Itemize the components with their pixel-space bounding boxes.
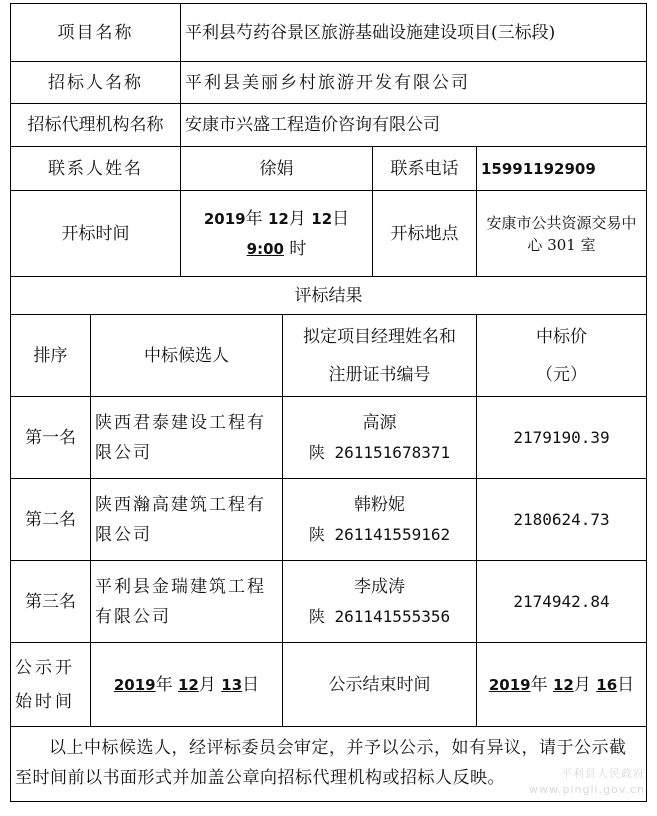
tenderer-name: 平利县美丽乡村旅游开发有限公司 xyxy=(181,62,647,104)
header-price xyxy=(477,315,647,397)
row-agency xyxy=(11,104,647,147)
candidate-name: 陕西瀚高建筑工程有限公司 xyxy=(91,479,283,561)
header-manager-line1: 拟定项目经理姓名和 xyxy=(303,326,456,347)
publicity-start-date: 2019年 12月 13日 xyxy=(91,643,283,727)
publicity-end-label: 公示结束时间 xyxy=(283,643,477,727)
candidate-rank: 第二名 xyxy=(11,479,91,561)
header-price-line2: （元） xyxy=(536,364,587,385)
row-contact xyxy=(11,147,647,191)
tenderer-label: 招标人名称 xyxy=(11,62,181,104)
candidate-price: 2179190.39 xyxy=(477,397,647,479)
bid-result-document xyxy=(10,3,646,793)
bid-result-table xyxy=(10,3,647,802)
header-rank: 排序 xyxy=(11,315,91,397)
manager-name: 李成涛 xyxy=(354,576,405,597)
site-watermark xyxy=(529,766,645,798)
agency-name: 安康市兴盛工程造价咨询有限公司 xyxy=(181,104,647,147)
notice-text: 以上中标候选人，经评标委员会审定，并予以公示，如有异议，请于公示截至时间前以书面形式并加盖公章向招标代理机构或招标人反映。 xyxy=(11,727,647,802)
header-price-line1: 中标价 xyxy=(536,326,587,347)
contact-phone: 15991192909 xyxy=(477,147,647,191)
agency-label: 招标代理机构名称 xyxy=(11,104,181,147)
opening-place-label: 开标地点 xyxy=(373,191,477,277)
manager-name: 高源 xyxy=(362,412,397,433)
candidate-price: 2180624.73 xyxy=(477,479,647,561)
candidate-name: 陕西君泰建设工程有限公司 xyxy=(91,397,283,479)
opening-time xyxy=(181,191,373,277)
watermark-line1: 平利县人民政府 xyxy=(561,767,645,780)
candidate-row xyxy=(11,397,647,479)
candidate-rank: 第三名 xyxy=(11,561,91,643)
candidate-price: 2174942.84 xyxy=(477,561,647,643)
manager-cert: 陕 261141555356 xyxy=(308,606,451,626)
manager-name: 韩粉妮 xyxy=(354,494,405,515)
contact-name-label: 联系人姓名 xyxy=(11,147,181,191)
candidate-row xyxy=(11,561,647,643)
candidate-manager xyxy=(283,479,477,561)
header-manager-line2: 注册证书编号 xyxy=(328,364,431,385)
contact-name: 徐娟 xyxy=(181,147,373,191)
row-project xyxy=(11,4,647,62)
candidate-name: 平利县金瑞建筑工程有限公司 xyxy=(91,561,283,643)
row-results-title xyxy=(11,277,647,315)
header-candidate: 中标候选人 xyxy=(91,315,283,397)
candidate-rank: 第一名 xyxy=(11,397,91,479)
manager-cert: 陕 261151678371 xyxy=(308,442,451,462)
manager-cert: 陕 261141559162 xyxy=(308,524,451,544)
results-title: 评标结果 xyxy=(11,277,647,315)
header-manager xyxy=(283,315,477,397)
opening-date: 2019年 12月 12日 xyxy=(203,208,350,229)
row-opening xyxy=(11,191,647,277)
row-publicity xyxy=(11,643,647,727)
row-tenderer xyxy=(11,62,647,104)
opening-time-label: 开标时间 xyxy=(11,191,181,277)
watermark-line2: www.pingli.gov.cn xyxy=(529,783,645,796)
publicity-end-date: 2019年 12月 16日 xyxy=(477,643,647,727)
row-headers xyxy=(11,315,647,397)
opening-place: 安康市公共资源交易中心 301 室 xyxy=(477,191,647,277)
project-name: 平利县芍药谷景区旅游基础设施建设项目(三标段) xyxy=(181,4,647,62)
project-label: 项目名称 xyxy=(11,4,181,62)
opening-hour: 9:00 时 xyxy=(246,238,307,259)
candidate-row xyxy=(11,479,647,561)
candidate-manager xyxy=(283,561,477,643)
candidate-manager xyxy=(283,397,477,479)
contact-phone-label: 联系电话 xyxy=(373,147,477,191)
publicity-start-label: 公示开始时间 xyxy=(11,643,91,727)
